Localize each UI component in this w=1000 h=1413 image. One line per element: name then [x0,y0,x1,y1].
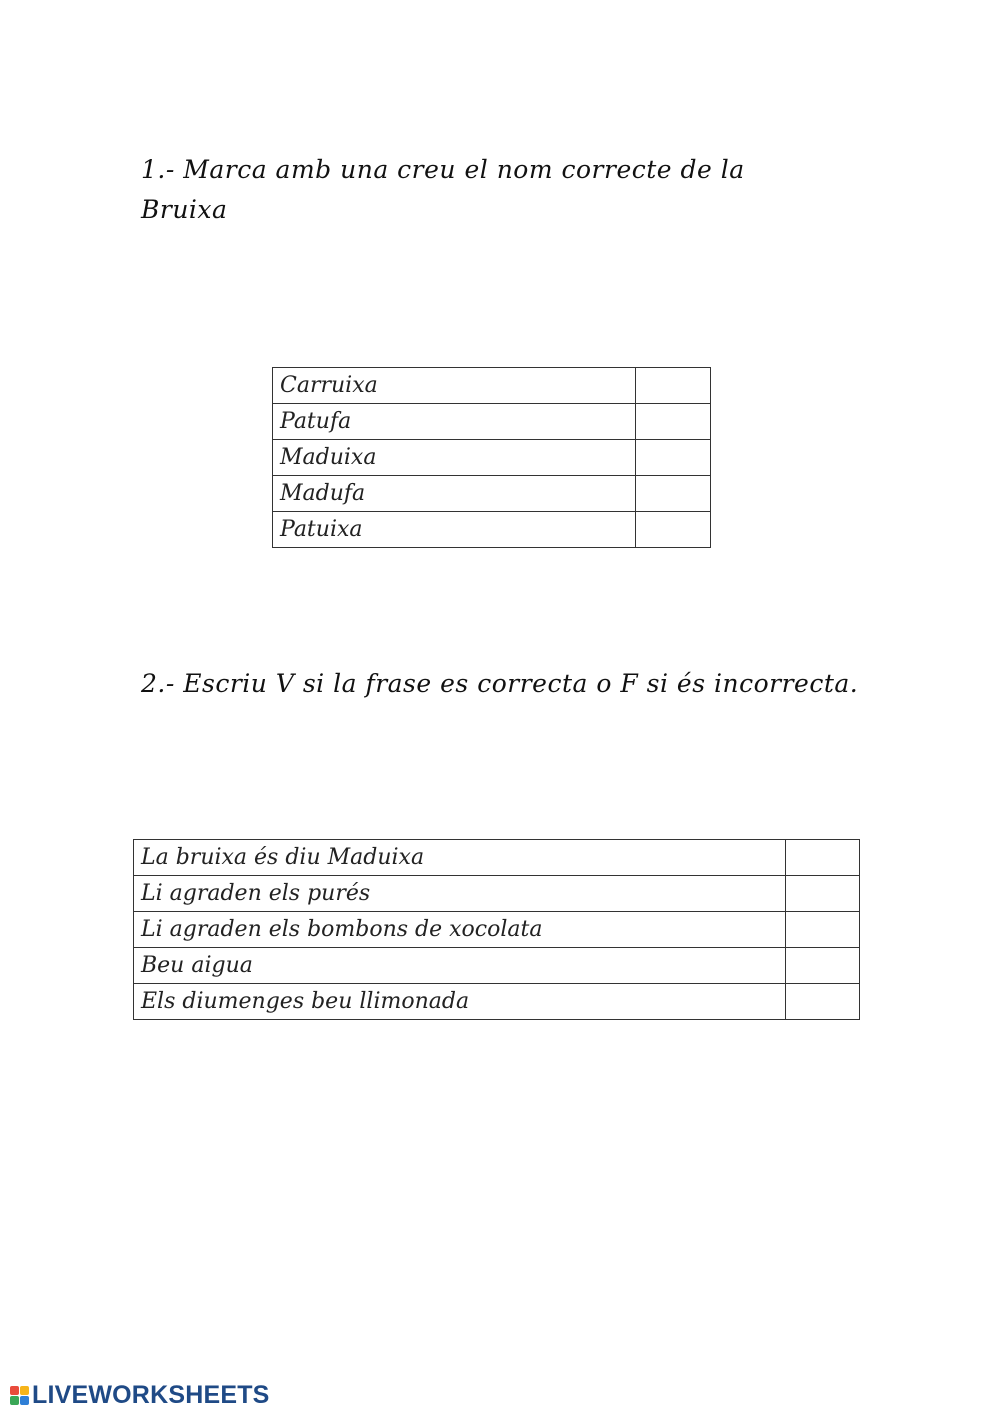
option-answer-box[interactable] [636,476,710,511]
statement-label: Beu aigua [134,948,786,984]
question-1-table [272,367,711,548]
true-false-answer-box[interactable] [786,876,859,911]
question-2-title: 2.- Escriu V si la frase es correcta o F si és incorrecta. [141,669,859,698]
question-2-table [133,839,860,1020]
statement-label: Li agraden els purés [134,876,786,912]
logo-block [10,1386,19,1395]
option-label: Madufa [273,476,636,512]
statement-label: La bruixa és diu Maduixa [134,840,786,876]
statement-label: Els diumenges beu llimonada [134,984,786,1020]
option-answer-box[interactable] [636,368,710,403]
option-answer-box[interactable] [636,404,710,439]
table-row [273,512,711,548]
true-false-answer-box[interactable] [786,912,859,947]
table-row [134,948,860,984]
true-false-answer-box[interactable] [786,840,859,875]
option-label: Patuixa [273,512,636,548]
liveworksheets-logo [10,1381,270,1410]
logo-block [20,1396,29,1405]
logo-block [10,1396,19,1405]
true-false-answer-box[interactable] [786,948,859,983]
question-1-title: 1.- Marca amb una creu el nom correcte de la Bruixa [141,155,745,224]
table-row [273,476,711,512]
table-row [273,404,711,440]
option-label: Maduixa [273,440,636,476]
logo-block [20,1386,29,1395]
option-answer-box[interactable] [636,512,710,547]
logo-blocks-icon [10,1386,29,1405]
option-answer-box[interactable] [636,440,710,475]
table-row [134,876,860,912]
option-label: Carruixa [273,368,636,404]
true-false-answer-box[interactable] [786,984,859,1019]
table-row [273,368,711,404]
table-row [134,984,860,1020]
table-row [273,440,711,476]
table-row [134,912,860,948]
option-label: Patufa [273,404,636,440]
logo-text: LIVEWORKSHEETS [32,1381,270,1409]
statement-label: Li agraden els bombons de xocolata [134,912,786,948]
table-row [134,840,860,876]
